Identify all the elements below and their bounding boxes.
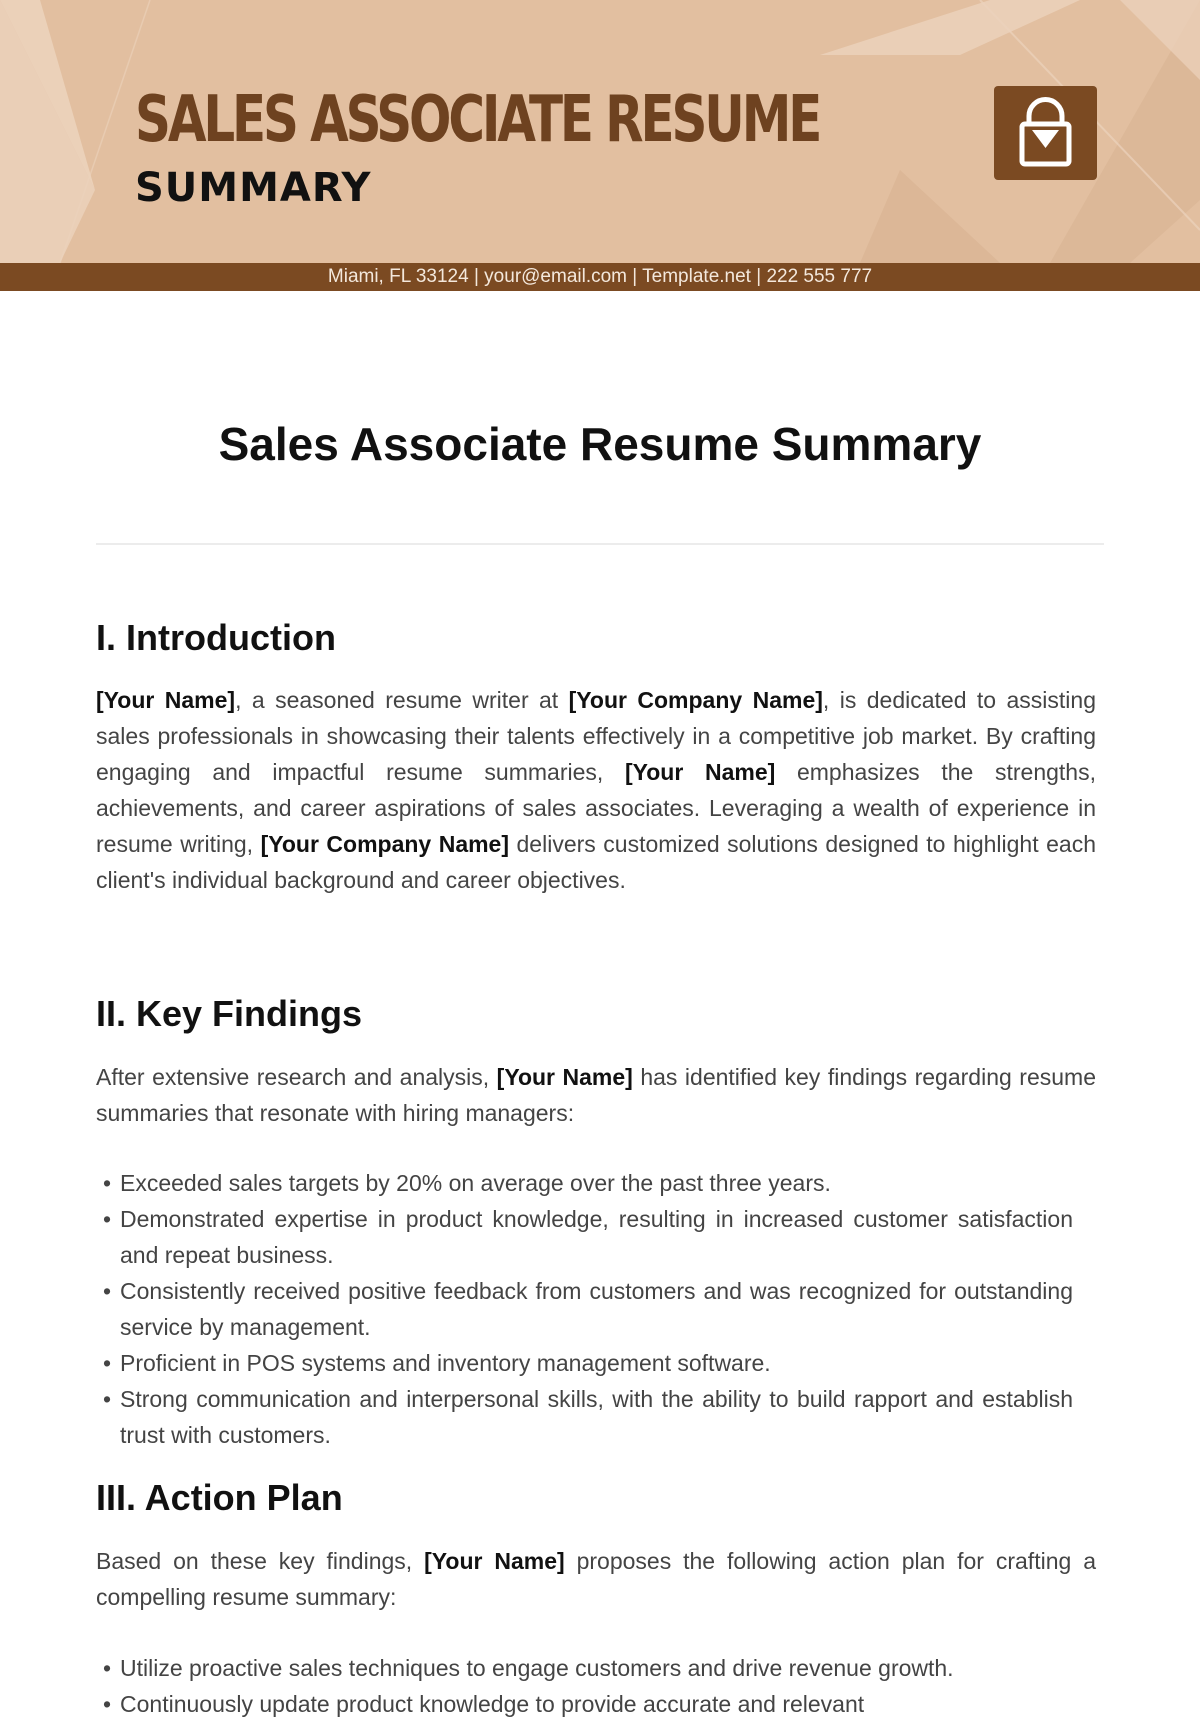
text-run: After extensive research and analysis, bbox=[96, 1064, 497, 1090]
text-run: delivers customized solutions designed to highlight each client's individual background and career objectives. bbox=[96, 831, 1096, 893]
name-placeholder: [Your Name] bbox=[424, 1548, 565, 1574]
text-run: , a seasoned resume writer at bbox=[235, 687, 569, 713]
list-item: • Proficient in POS systems and inventory management software. bbox=[103, 1345, 1073, 1381]
text-run: proposes the following action plan for crafting a compelling resume summary: bbox=[96, 1548, 1096, 1610]
list-item: • Demonstrated expertise in product knowledge, resulting in increased customer satisfaction and repeat business. bbox=[103, 1201, 1073, 1273]
action-plan-list bbox=[103, 1650, 1073, 1722]
name-placeholder: [Your Name] bbox=[96, 687, 236, 713]
list-item: • Utilize proactive sales techniques to engage customers and drive revenue growth. bbox=[103, 1650, 1073, 1686]
brand-subtitle: SUMMARY bbox=[135, 165, 372, 211]
text-run: has identified key findings regarding resume summaries that resonate with hiring managers: bbox=[96, 1064, 1096, 1126]
brand-title: SALES ASSOCIATE RESUME bbox=[135, 83, 820, 157]
text-run: Based on these key findings, bbox=[96, 1548, 425, 1574]
name-placeholder: [Your Name] bbox=[496, 1064, 633, 1090]
key-findings-paragraph bbox=[96, 1059, 1096, 1131]
divider bbox=[96, 543, 1104, 545]
header-banner bbox=[0, 0, 1200, 263]
document-title: Sales Associate Resume Summary bbox=[218, 418, 982, 470]
key-findings-list bbox=[103, 1165, 1073, 1453]
logo bbox=[994, 86, 1097, 180]
lock-download-icon bbox=[994, 86, 1097, 180]
action-plan-paragraph bbox=[96, 1543, 1096, 1615]
list-item: • Continuously update product knowledge to provide accurate and relevant bbox=[103, 1686, 1073, 1722]
introduction-paragraph bbox=[96, 682, 1096, 898]
text-run: , is dedicated to assisting sales professionals in showcasing their talents effectively in a competitive job market. By crafting engaging and impactful resume summaries, bbox=[96, 687, 1096, 785]
company-placeholder: [Your Company Name] bbox=[260, 831, 510, 857]
company-placeholder: [Your Company Name] bbox=[568, 687, 823, 713]
name-placeholder: [Your Name] bbox=[624, 759, 776, 785]
section-heading-key-findings: II. Key Findings bbox=[96, 993, 363, 1034]
list-item: • Consistently received positive feedback from customers and was recognized for outstanding service by management. bbox=[103, 1273, 1073, 1345]
list-item: • Exceeded sales targets by 20% on average over the past three years. bbox=[103, 1165, 1073, 1201]
text-run: emphasizes the strengths, achievements, and career aspirations of sales associates. Leveraging a wealth of experience in resume writing, bbox=[96, 759, 1096, 857]
section-heading-introduction: I. Introduction bbox=[96, 617, 336, 658]
contact-bar: Miami, FL 33124 | your@email.com | Template.net | 222 555 777 bbox=[0, 263, 1200, 291]
section-heading-action-plan: III. Action Plan bbox=[96, 1477, 343, 1518]
list-item: • Strong communication and interpersonal skills, with the ability to build rapport and establish trust with customers. bbox=[103, 1381, 1073, 1453]
